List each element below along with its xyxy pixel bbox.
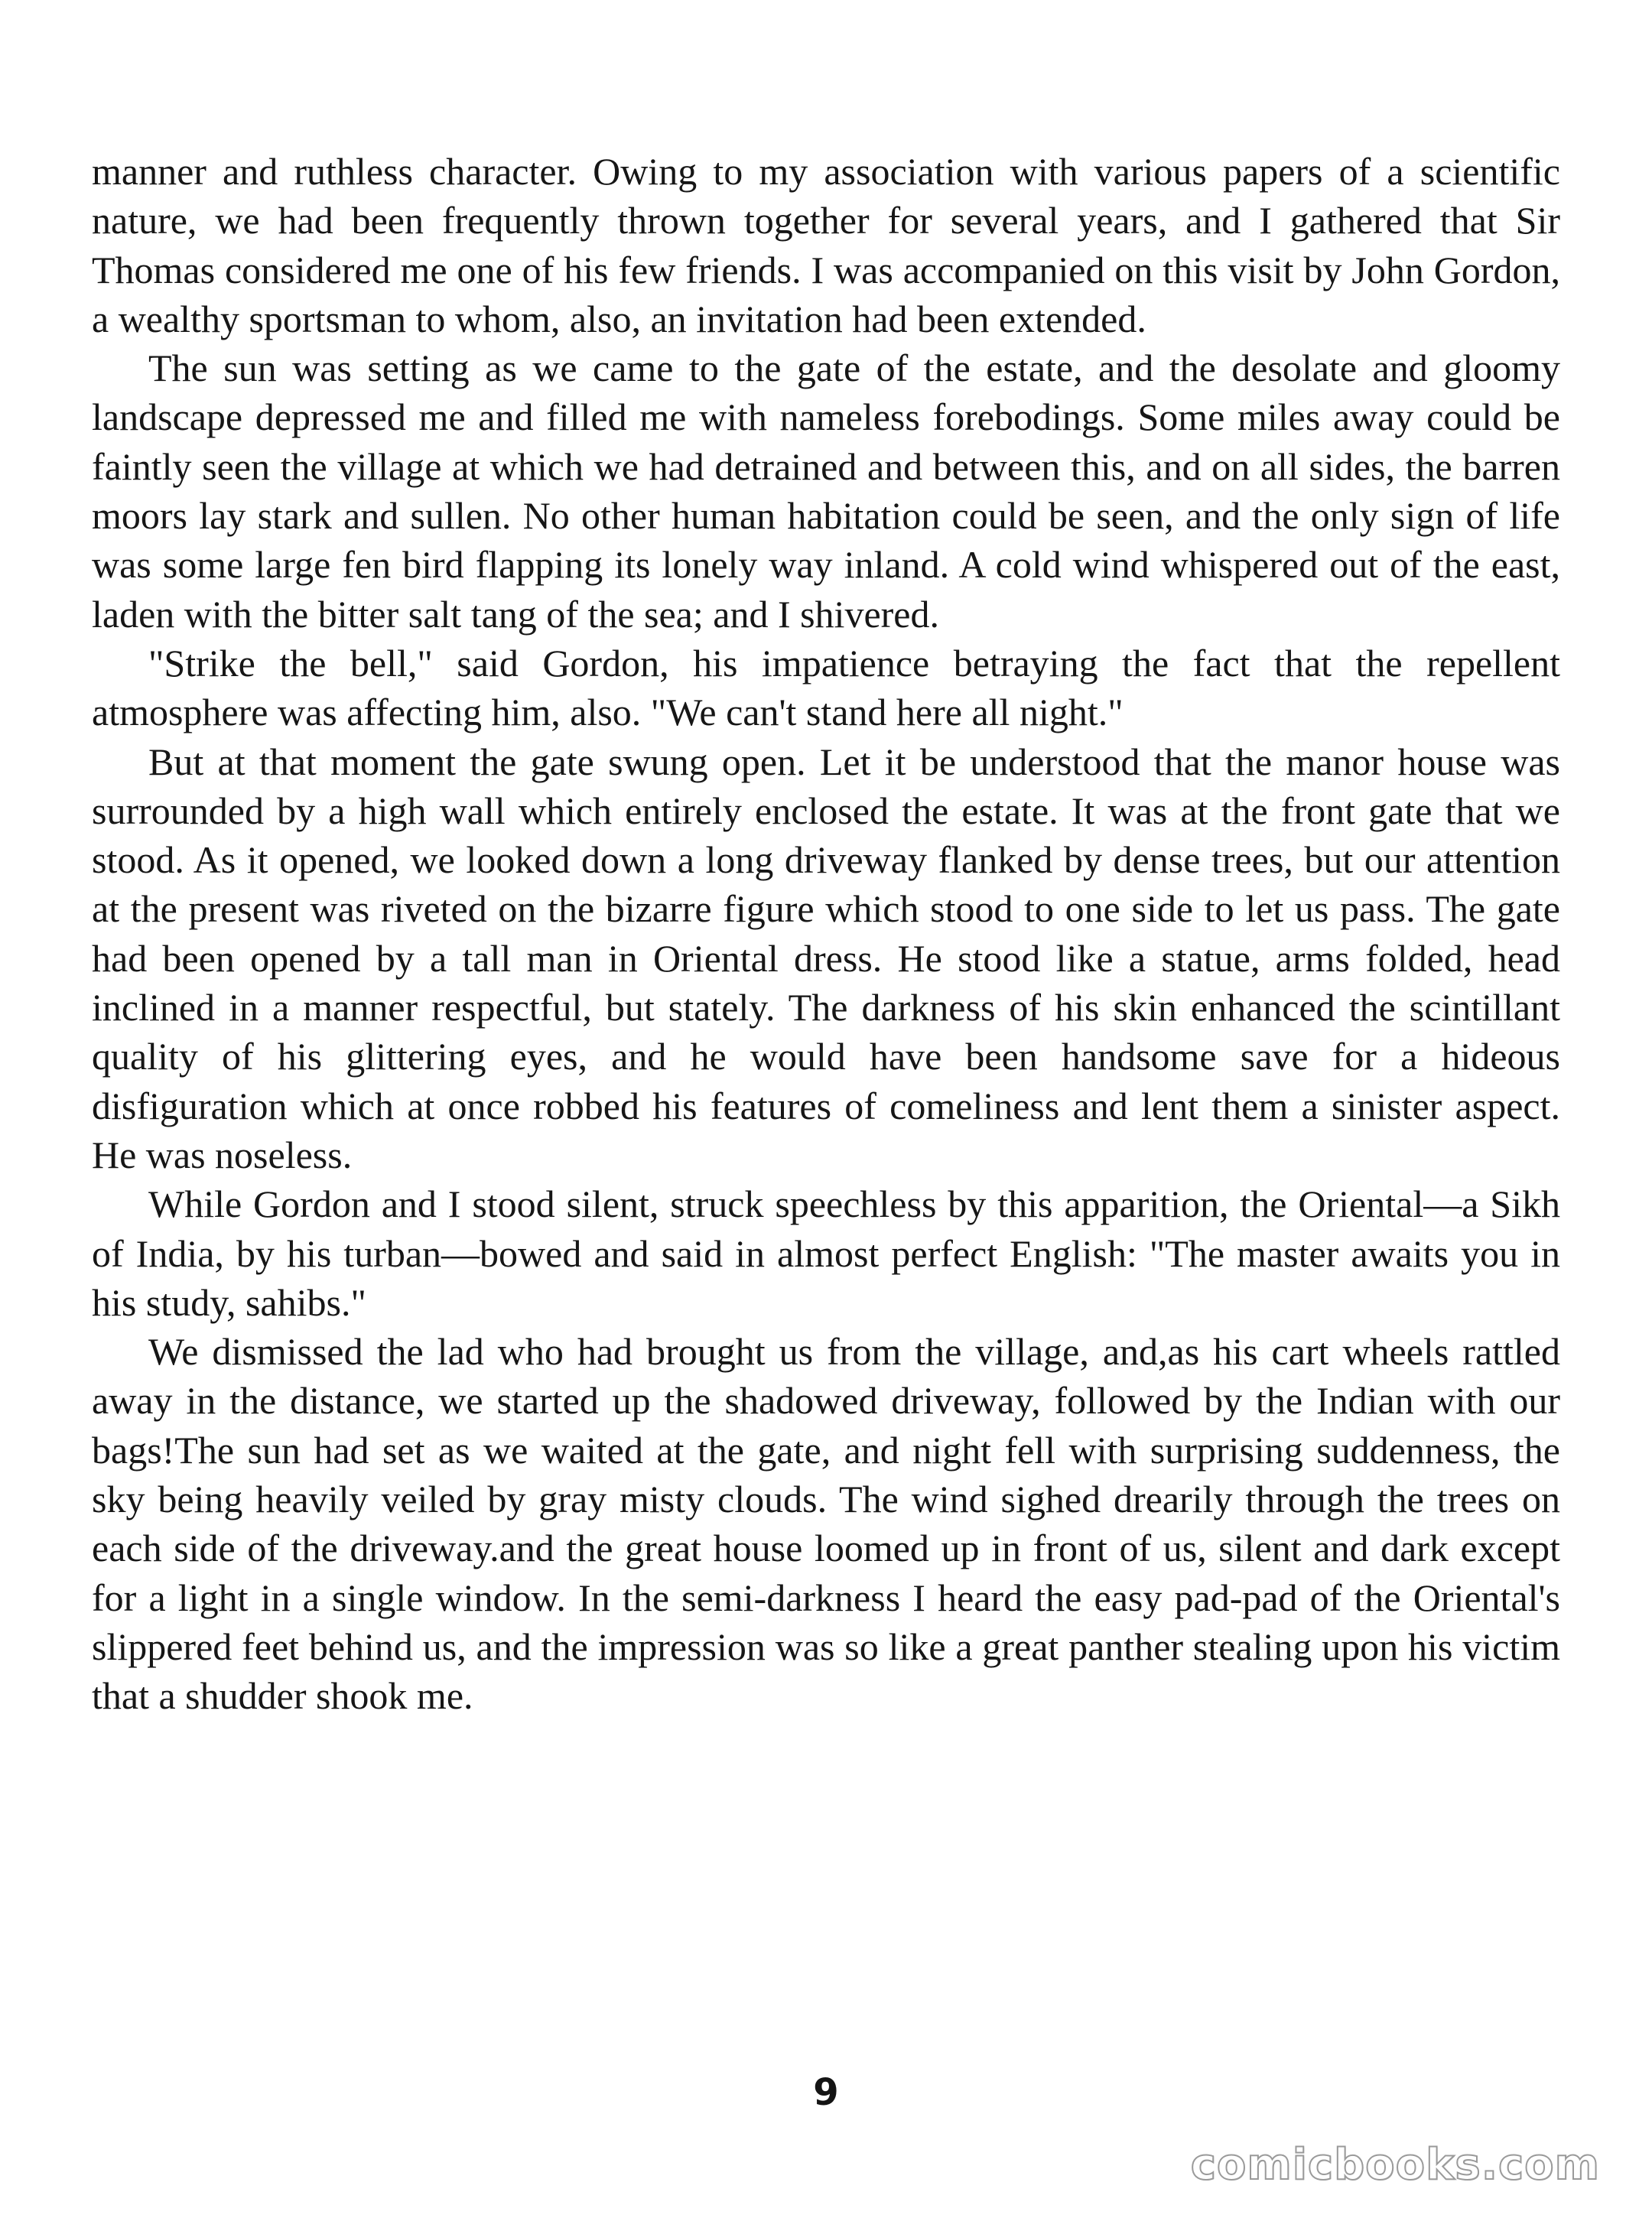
paragraph-2: The sun was setting as we came to the gate of the estate, and the desolate and gloomy landscape depressed me and filled me with nameless forebodings. Some miles away could be faintly seen the village at which we had detrained and between this, and on all sides, the barren moors lay stark and sullen. No other human habitation could be seen, and the only sign of life was some large fen bird flapping its lonely way inland. A cold wind whispered out of the east, laden with the bitter salt tang of the sea; and I shivered. [92,346,1560,636]
paragraph-4: But at that moment the gate swung open. Let it be understood that the manor house was surrounded by a high wall which entirely enclosed the estate. It was at the front gate that we stood. As it opened, we looked down a long driveway flanked by dense trees, but our attention at the present was riveted on the bizarre figure which stood to one side to let us pass. The gate had been opened by a tall man in Oriental dress. He stood like a statue, arms folded, head inclined in a manner respectful, but stately. The darkness of his skin enhanced the scintillant quality of his glittering eyes, and he would have been handsome save for a hideous disfiguration which at once robbed his features of comeliness and lent them a sinister aspect. He was noseless. [92,740,1560,1176]
book-page-text [92,147,1560,1721]
paragraph-3: "Strike the bell," said Gordon, his impatience betraying the fact that the repellent atmosphere was affecting him, also. "We can't stand here all night." [92,641,1560,734]
page-number: 9 [813,2071,839,2114]
paragraph-5: While Gordon and I stood silent, struck speechless by this apparition, the Oriental—a Sikh of India, by his turban—bowed and said in almost perfect English: "The master awaits you in his study, sahibs." [92,1182,1560,1324]
site-watermark: comicbooks.com [1190,2140,1600,2190]
paragraph-1: manner and ruthless character. Owing to my association with various papers of a scientific nature, we had been frequently thrown together for several years, and I gathered that Sir Thomas considered me one of his few friends. I was accompanied on this visit by John Gordon, a wealthy sportsman to whom, also, an invitation had been extended. [92,150,1560,340]
paragraph-6: We dismissed the lad who had brought us from the village, and,as his cart wheels rattled away in the distance, we started up the shadowed driveway, followed by the Indian with our bags!The sun had set as we waited at the gate, and night fell with surprising suddenness, the sky being heavily veiled by gray misty clouds. The wind sighed drearily through the trees on each side of the driveway.and the great house loomed up in front of us, silent and dark except for a light in a single window. In the semi-darkness I heard the easy pad-pad of the Oriental's slippered feet behind us, and the impression was so like a great panther stealing upon his victim that a shudder shook me. [92,1330,1560,1718]
